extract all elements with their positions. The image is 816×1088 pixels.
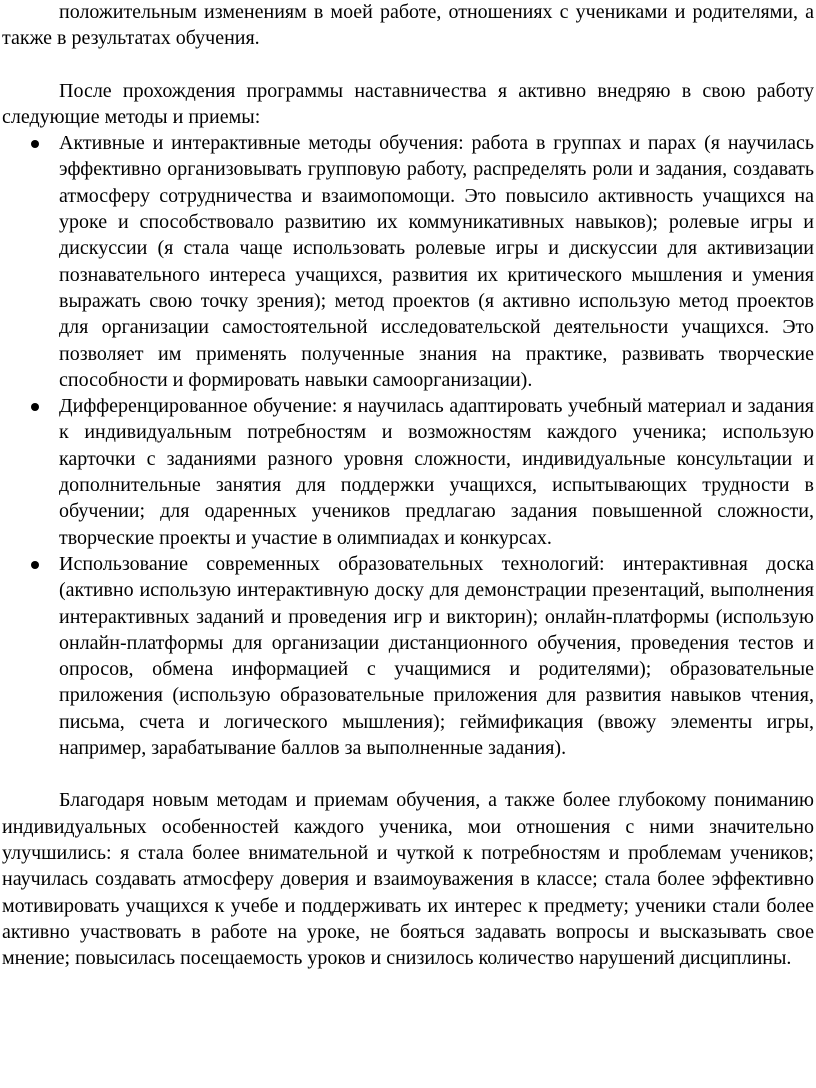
list-item-text: Использование современных образовательных технологий: интерактивная доска (активно использую интерактивную доску для демонстрации презентаций, выполнения интерактивных заданий и проведения игр и викторин); онлайн-платформы (использую онлайн-платформы для организации дистанционного обучения, проведения тестов и опросов, обмена информацией с учащимися и родителями); образовательные приложения (использую образовательные приложения для развития навыков чтения, письма, счета и логического мышления); геймификация (ввожу элементы игры, например, зарабатывание баллов за выполненные задания). (59, 552, 814, 760)
paragraph-after-program: После прохождения программы наставничества я активно внедряю в свою работу следующие методы и приемы: (2, 79, 814, 128)
bullet-icon (31, 140, 39, 148)
bullet-icon (31, 403, 39, 411)
list-item-text: Активные и интерактивные методы обучения: работа в группах и парах (я научилась эффективно организовывать групповую работу, распределять роли и задания, создавать атмосферу сотрудничества и взаимопомощи. Это повысило активность учащихся на уроке и способствовало развитию их коммуникативных навыков); ролевые игры и дискуссии (я стала чаще использовать ролевые игры и дискуссии для активизации познавательного интереса учащихся, развития их критического мышления и умения выражать свою точку зрения); метод проектов (я активно использую метод проектов для организации самостоятельной исследовательской деятельности учащихся. Это позволяет им применять полученные знания на практике, развивать творческие способности и формировать навыки самоорганизации). (59, 132, 814, 391)
bullet-icon (31, 561, 39, 569)
list-item (2, 130, 814, 393)
methods-list (2, 130, 814, 761)
list-item (2, 551, 814, 761)
list-item (2, 393, 814, 551)
paragraph-intro-tail: положительным изменениям в моей работе, отношениях с учениками и родителями, а также в результатах обучения. (2, 1, 814, 50)
list-item-text: Дифференцированное обучение: я научилась адаптировать учебный материал и задания к индивидуальным потребностям и возможностям каждого ученика; использую карточки с заданиями разного уровня сложности, индивидуальные консультации и дополнительные занятия для поддержки учащихся, испытывающих трудности в обучении; для одаренных учеников предлагаю задания повышенной сложности, творческие проекты и участие в олимпиадах и конкурсах. (59, 395, 814, 549)
paragraph-results: Благодаря новым методам и приемам обучения, а также более глубокому пониманию индивидуальных особенностей каждого ученика, мои отношения с ними значительно улучшились: я стала более внимательной и чуткой к потребностям и проблемам учеников; научилась создавать атмосферу доверия и взаимоуважения в классе; стала более эффективно мотивировать учащихся к учебе и поддерживать их интерес к предмету; ученики стали более активно участвовать в работе на уроке, не бояться задавать вопросы и высказывать свое мнение; повысилась посещаемость уроков и снизилось количество нарушений дисциплины. (2, 789, 814, 970)
